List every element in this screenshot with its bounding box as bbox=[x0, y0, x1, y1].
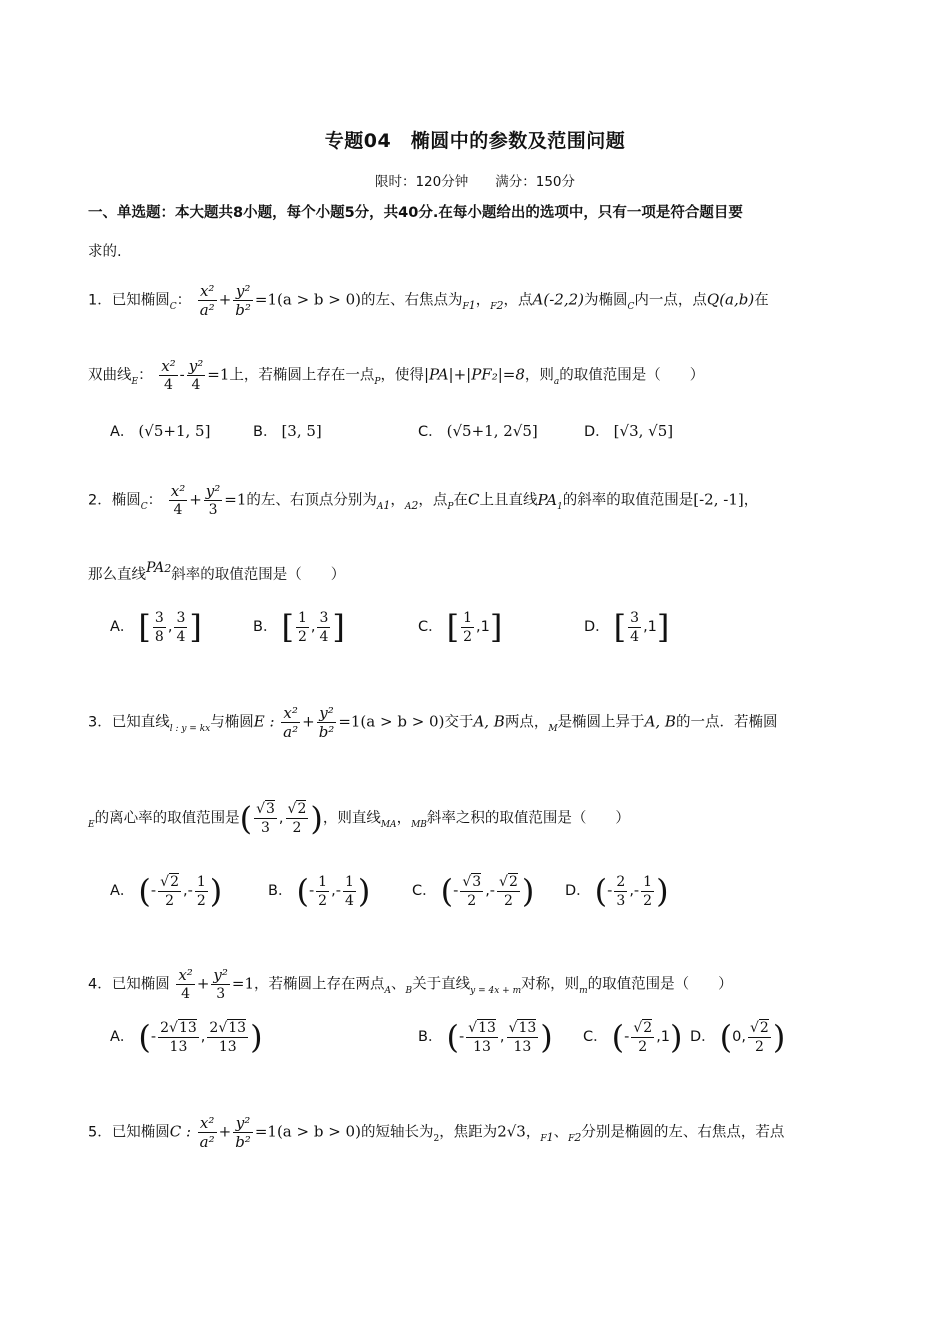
fraction: $\frac{\text{y²}}{\text{b²}}$ bbox=[318, 704, 335, 741]
fraction: $\frac{\text{y²}}{\text{b²}}$ bbox=[235, 1114, 251, 1151]
question-2-line2: 那么直线PA2斜率的取值范围是（ ） bbox=[88, 560, 346, 583]
question-number: 1． bbox=[88, 292, 112, 309]
q1-option-d[interactable]: D． [√3, √5] bbox=[584, 422, 674, 440]
q1-option-a[interactable]: A． (√5+1, 5] bbox=[110, 422, 211, 440]
q2-option-a[interactable]: A． [ $\frac{3}{8}$ , $\frac{3}{4}$ ] bbox=[110, 608, 202, 646]
q3-option-c[interactable]: C． (- $\frac{√3}{2}$ ,- $\frac{√2}{2}$ ) bbox=[412, 872, 535, 910]
page-subtitle: 限时：120分钟 满分：150分 bbox=[374, 174, 576, 190]
fraction: $\frac{\text{x²}}{4}$ bbox=[170, 482, 186, 518]
q1-option-c[interactable]: C． (√5+1, 2√5] bbox=[418, 422, 538, 440]
fraction: $\frac{\text{x²}}{4}$ bbox=[178, 966, 193, 1002]
q1-option-b[interactable]: B． [3, 5] bbox=[253, 422, 322, 440]
page-title: 专题04 椭圆中的参数及范围问题 bbox=[324, 130, 626, 152]
section-heading-line1: 一、单选题：本大题共8小题，每个小题5分，共40分.在每小题给出的选项中，只有一项是符合题目要 bbox=[88, 205, 743, 221]
q4-option-a[interactable]: A． (- $\frac{2√13}{13}$ , $\frac{2√13}{13}$ ) bbox=[110, 1018, 263, 1056]
fraction: $\frac{\text{y²}}{3}$ bbox=[205, 482, 221, 518]
question-4-line1: 4．已知椭圆 $\frac{\text{x²}}{4}$ + $\frac{\text{y²}}{3}$ =1，若椭圆上存在两点$_A$、$_B$关于直线$_{y = 4x + m}$对称，则$_m$的取值范围是（ ） bbox=[88, 966, 733, 1002]
fraction: $\frac{\text{x²}}{\text{a²}}$ bbox=[199, 1114, 215, 1151]
q3-option-a[interactable]: A． (- $\frac{√2}{2}$ ,- $\frac{1}{2}$ ) bbox=[110, 872, 223, 910]
q4-option-c[interactable]: C． (- $\frac{√2}{2}$ ,1) bbox=[583, 1018, 683, 1056]
question-1-line2: 双曲线$_E$： $\frac{\text{x²}}{4}$ - $\frac{\text{y²}}{4}$ =1上，若椭圆上存在一点$_P$，使得|PA|+|PF₂|=8，则$_a$的取值范围是（ ） bbox=[88, 357, 705, 393]
question-5-line1: 5．已知椭圆C : $\frac{\text{x²}}{\text{a²}}$ + $\frac{\text{y²}}{\text{b²}}$ =1(a > b > 0)的短轴长为$_2$，焦距为2√3，$_{F1}$、$_{F2}$分别是椭圆的左、右焦点，若点 bbox=[88, 1114, 785, 1151]
question-3-line1: 3．已知直线$_{l : y = kx}$与椭圆E : $\frac{\text{x²}}{\text{a²}}$ + $\frac{\text{y²}}{\text{b²}}$ =1(a > b > 0)交于A, B两点，$_M$是椭圆上异于A, B的一点．若椭圆 bbox=[88, 704, 778, 741]
fraction: $\frac{\text{x²}}{\text{a²}}$ bbox=[283, 704, 299, 741]
fraction: $\frac{\text{y²}}{\text{b²}}$ bbox=[235, 282, 251, 319]
fraction: $\frac{\text{y²}}{4}$ bbox=[188, 357, 204, 393]
section-heading-line2: 求的. bbox=[88, 244, 122, 260]
question-1-line1: 1．已知椭圆$_C$： $\frac{\text{x²}}{\text{a²}}$ + $\frac{\text{y²}}{\text{b²}}$ =1(a > b > 0)的左、右焦点为$_{F1}$，$_{F2}$，点A(-2,2)为椭圆$_C$内一点，点Q(a,b)在 bbox=[88, 282, 769, 319]
question-3-line2: $_E$的离心率的取值范围是( $\frac{√3}{3}$ , $\frac{√2}{2}$ )，则直线$_{MA}$，$_{MB}$斜率之积的取值范围是（ ） bbox=[88, 799, 630, 838]
q3-option-d[interactable]: D． (- $\frac{2}{3}$ ,- $\frac{1}{2}$ ) bbox=[565, 872, 669, 910]
q4-option-b[interactable]: B． (- $\frac{√13}{13}$ , $\frac{√13}{13}$ ) bbox=[418, 1018, 553, 1056]
fraction: $\frac{\text{x²}}{4}$ bbox=[161, 357, 176, 393]
q3-option-b[interactable]: B． (- $\frac{1}{2}$ ,- $\frac{1}{4}$ ) bbox=[268, 872, 371, 910]
fraction: $\frac{\text{x²}}{\text{a²}}$ bbox=[199, 282, 215, 319]
q2-option-b[interactable]: B． [ $\frac{1}{2}$ , $\frac{3}{4}$ ] bbox=[253, 608, 345, 646]
fraction: $\frac{\text{y²}}{3}$ bbox=[213, 966, 228, 1002]
q2-option-c[interactable]: C． [ $\frac{1}{2}$ ,1] bbox=[418, 608, 503, 646]
q4-option-d[interactable]: D． (0, $\frac{√2}{2}$ ) bbox=[690, 1018, 786, 1056]
q2-option-d[interactable]: D． [ $\frac{3}{4}$ ,1] bbox=[584, 608, 670, 646]
question-2-line1: 2．椭圆$_C$： $\frac{\text{x²}}{4}$ + $\frac{\text{y²}}{3}$ =1的左、右顶点分别为$_{A1}$，$_{A2}$，点$_P$在C上且直线$PA_1$的斜率的取值范围是[-2, -1]， bbox=[88, 482, 759, 518]
